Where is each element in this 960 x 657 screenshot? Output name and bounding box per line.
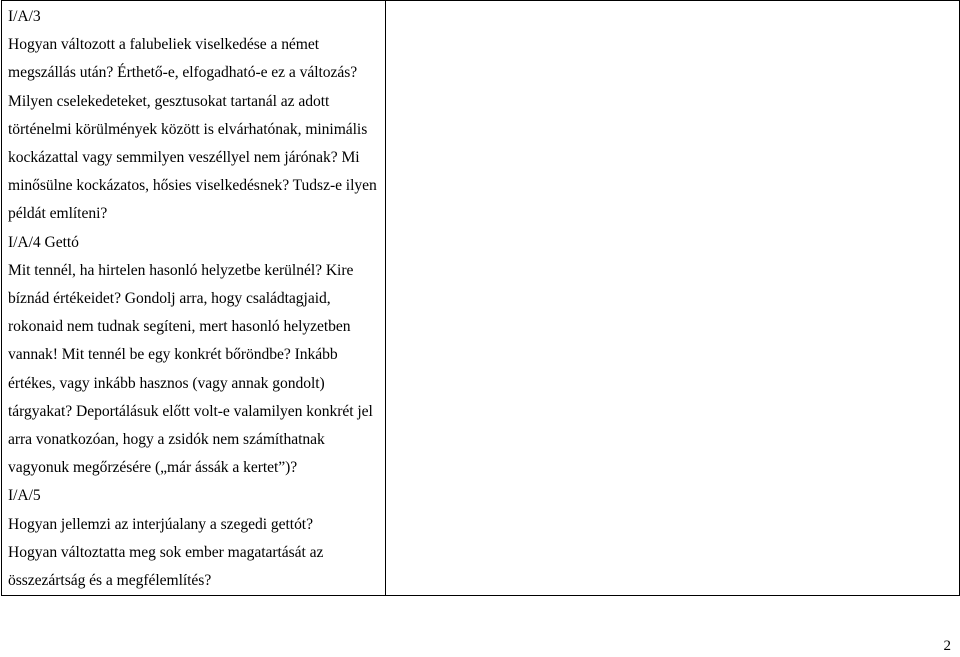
section-heading-ia3: I/A/3 [8,8,41,25]
page-number: 2 [943,638,951,654]
questions-ia3: Hogyan változott a falubeliek viselkedése a német megszállás után? Érthető-e, elfogadható-e ez a változás? Milyen cselekedeteket, gesztusokat tartanál az adott történelmi körülmények között is elvárhatónak, minimális kockázattal vagy semmilyen veszéllyel nem járónak? Mi minősülne kockázatos, hősies viselkedésnek? Tudsz-e ilyen példát említeni? [8,36,377,223]
question-text [2,1,385,595]
questions-ia4: Mit tennél, ha hirtelen hasonló helyzetbe kerülnél? Kire bíznád értékeidet? Gondolj arra, hogy családtagjaid, rokonaid nem tudnak segíteni, mert hasonló helyzetben vannak! Mit tennél be egy konkrét bőröndbe? Inkább értékes, vagy inkább hasznos (vagy annak gondolt) tárgyakat? Deportálásuk előtt volt-e valamilyen konkrét jel arra vonatkozóan, hogy a zsidók nem számíthatnak vagyonuk megőrzésére („már ássák a kertet”)? [8,261,373,477]
answer-cell[interactable] [386,1,960,596]
section-heading-ia5: I/A/5 [8,487,41,505]
section-heading-ia4: I/A/4 Gettó [8,233,79,251]
table-row [2,1,960,596]
question-cell [2,1,386,596]
question-ia5-1: Hogyan jellemzi az interjúalany a szegedi gettót? [8,515,313,533]
worksheet-table [1,0,960,596]
question-ia5-2: Hogyan változtatta meg sok ember magatartását az összezártság és a megfélemlítés? [8,543,324,590]
